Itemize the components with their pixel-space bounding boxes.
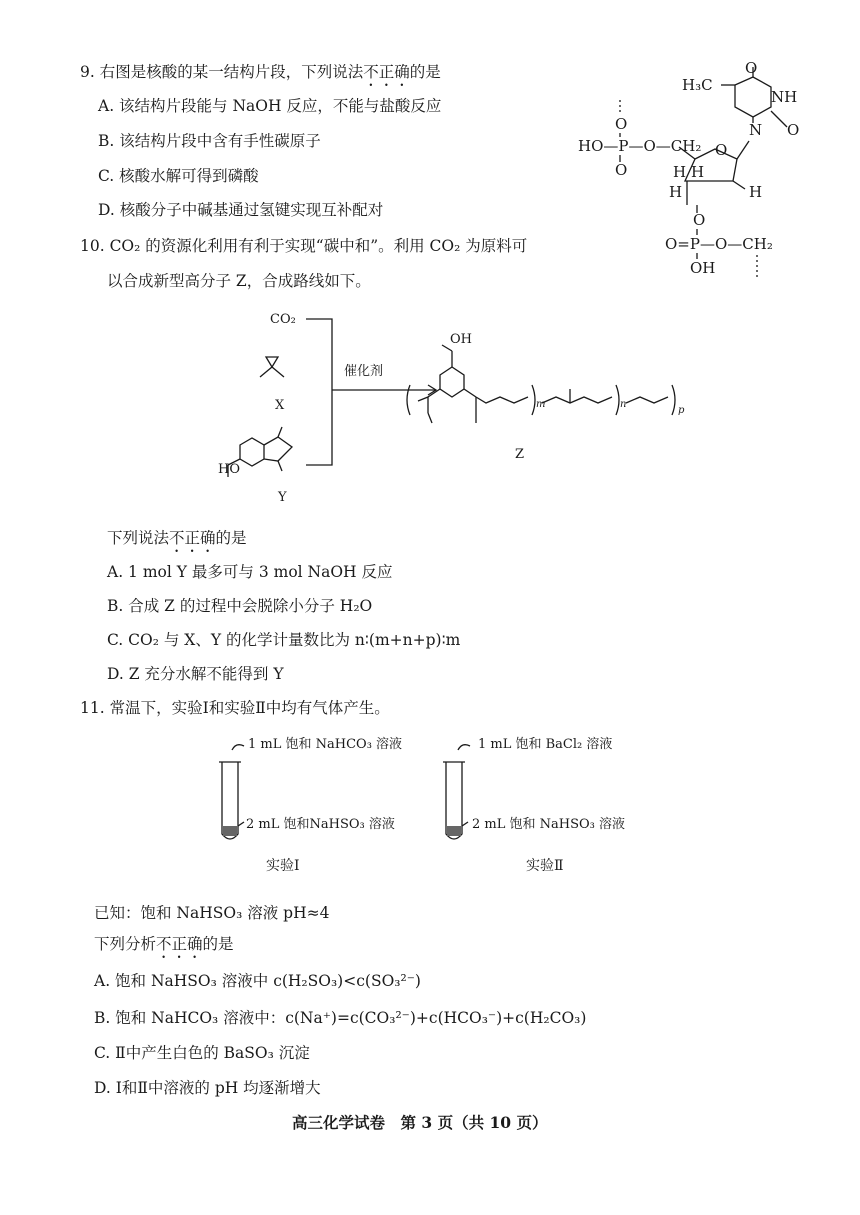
co2-label: CO₂ <box>270 312 296 327</box>
q11-option-d: D. Ⅰ和Ⅱ中溶液的 pH 均逐渐增大 <box>94 1079 321 1097</box>
exp2-bottom-label: 2 mL 饱和 NaHSO₃ 溶液 <box>472 817 625 832</box>
z-label: Z <box>515 447 525 462</box>
q11-option-c: C. Ⅱ中产生白色的 BaSO₃ 沉淀 <box>94 1044 310 1062</box>
phosphate-top-label: HO—P—O—CH₂ <box>578 137 702 155</box>
exp2-label: 实验Ⅱ <box>526 858 564 874</box>
q9-option-b: B. 该结构片段中含有手性碳原子 <box>98 132 321 150</box>
exp1-bottom-label: 2 mL 饱和NaHSO₃ 溶液 <box>246 817 395 832</box>
p-label: p <box>678 405 685 416</box>
n-label: n <box>620 399 627 410</box>
n-ring-label: N <box>749 121 763 139</box>
h2-label: H <box>691 163 705 181</box>
q10-option-c: C. CO₂ 与 X、Y 的化学计量数比为 n∶(m+n+p)∶m <box>107 631 461 649</box>
nucleotide-structure <box>575 55 835 285</box>
q11-question-text: 下列分析 <box>94 935 157 953</box>
phosphate-lower-label: O=P—O—CH₂ <box>665 235 773 253</box>
q9-option-a: A. 该结构片段能与 NaOH 反应，不能与盐酸反应 <box>98 97 442 115</box>
q10-stem-line1: 10. CO₂ 的资源化利用有利于实现“碳中和”。利用 CO₂ 为原料可 <box>80 237 528 255</box>
h1-label: H <box>673 163 687 181</box>
q11-question <box>94 934 234 962</box>
q11-emph: 不正确 <box>156 935 203 953</box>
o-p-top-label: O <box>615 115 628 133</box>
page-footer: 高三化学试卷 第 3 页（共 10 页） <box>292 1113 548 1132</box>
q11-option-a: A. 饱和 NaHSO₃ 溶液中 c(H₂SO₃)<c(SO₃²⁻) <box>94 972 421 990</box>
q11-stem: 11. 常温下，实验Ⅰ和实验Ⅱ中均有气体产生。 <box>80 699 390 717</box>
q9-option-c: C. 核酸水解可得到磷酸 <box>98 167 259 185</box>
m-label: m <box>536 399 546 410</box>
q10-option-d: D. Z 充分水解不能得到 Y <box>107 665 284 683</box>
q10-question <box>107 528 247 556</box>
q9-emph: 不正确 <box>363 63 410 81</box>
nh-label: NH <box>771 88 798 106</box>
q11-known: 已知：饱和 NaHSO₃ 溶液 pH≈4 <box>94 904 330 922</box>
q9-stem-end: 的是 <box>409 63 441 81</box>
y-ho-label: HO <box>218 462 240 477</box>
q10-question-end: 的是 <box>215 529 247 547</box>
oh-label: OH <box>690 259 716 277</box>
o-top-label: O <box>745 59 758 77</box>
q10-option-a: A. 1 mol Y 最多可与 3 mol NaOH 反应 <box>107 563 393 581</box>
q10-question-text: 下列说法 <box>107 529 170 547</box>
catalyst-label: 催化剂 <box>344 364 384 379</box>
h3-label: H <box>669 183 683 201</box>
o-p-bottom-label: O <box>615 161 628 179</box>
q9-stem-text: 9. 右图是核酸的某一结构片段，下列说法 <box>80 63 364 81</box>
q10-option-b: B. 合成 Z 的过程中会脱除小分子 H₂O <box>107 597 373 615</box>
synthesis-scheme <box>170 305 730 505</box>
q9-stem <box>80 62 441 90</box>
exp2-top-label: 1 mL 饱和 BaCl₂ 溶液 <box>478 737 613 752</box>
exp1-label: 实验Ⅰ <box>266 858 300 874</box>
ring-o-label: O <box>715 141 728 159</box>
o-mid-label: O <box>693 211 706 229</box>
x-label: X <box>275 398 285 413</box>
q11-question-end: 的是 <box>202 935 234 953</box>
o-right-label: O <box>787 121 800 139</box>
y-label: Y <box>278 490 287 505</box>
h3c-label: H₃C <box>682 76 713 94</box>
exp1-top-label: 1 mL 饱和 NaHCO₃ 溶液 <box>248 737 403 752</box>
q10-stem-line2: 以合成新型高分子 Z，合成路线如下。 <box>107 272 371 290</box>
z-oh-label: OH <box>450 332 472 347</box>
h4-label: H <box>749 183 763 201</box>
experiment-diagram <box>210 730 690 880</box>
q9-option-d: D. 核酸分子中碱基通过氢键实现互补配对 <box>98 201 384 219</box>
q11-option-b: B. 饱和 NaHCO₃ 溶液中：c(Na⁺)=c(CO₃²⁻)+c(HCO₃⁻)+c(H₂CO₃) <box>94 1009 587 1027</box>
q10-emph: 不正确 <box>169 529 216 547</box>
